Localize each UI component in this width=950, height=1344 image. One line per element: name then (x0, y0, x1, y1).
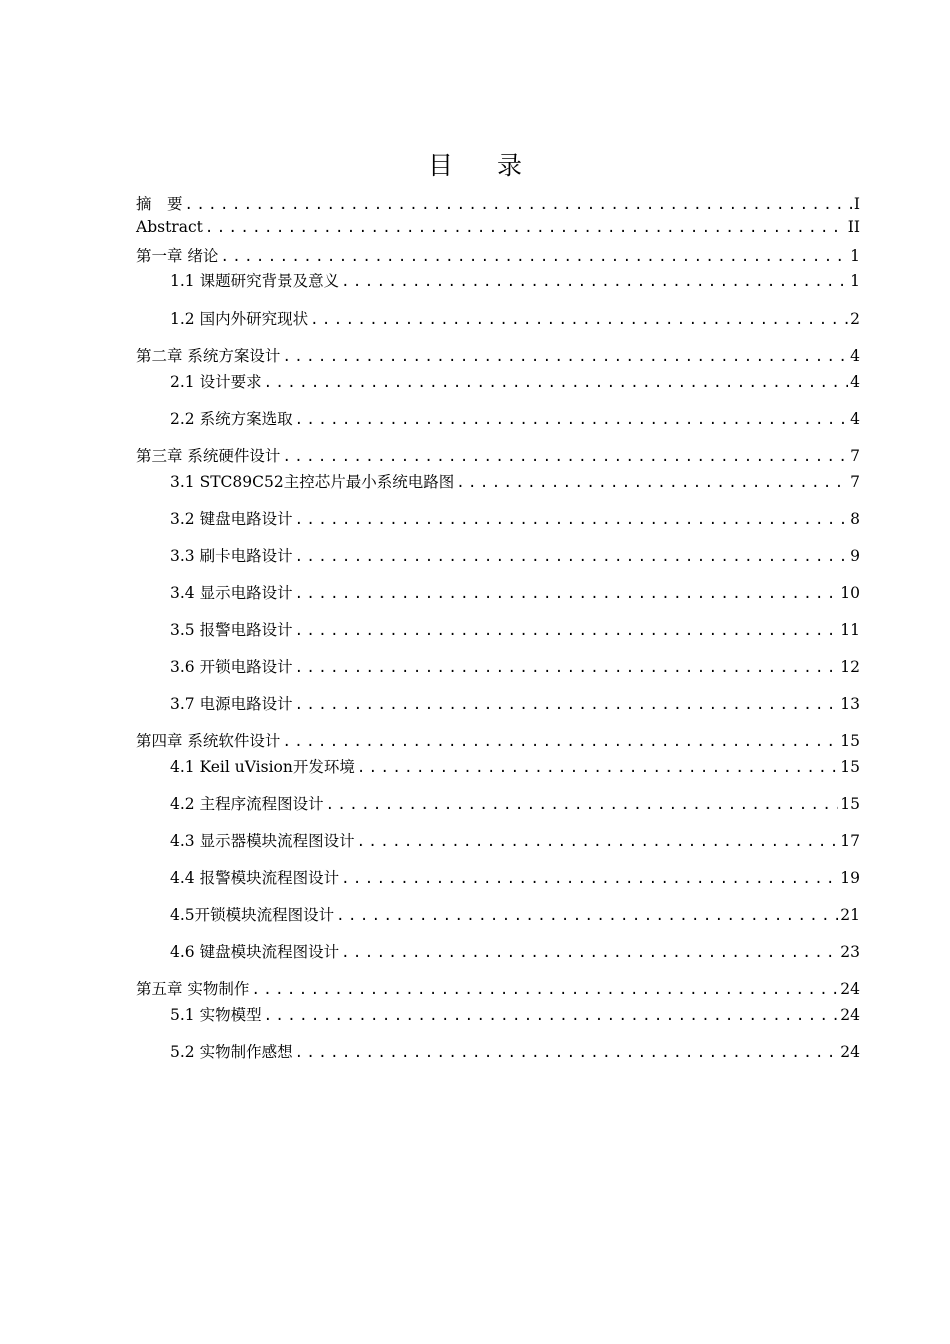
toc-entry-label: 5.1 实物模型 (170, 1006, 262, 1024)
toc-entry-label: 3.1 STC89C52主控芯片最小系统电路图 (170, 473, 455, 491)
toc-entry-page: 8 (850, 510, 860, 528)
toc-leader-dots (341, 871, 838, 887)
toc-entry-label: 2.1 设计要求 (170, 373, 262, 391)
toc-entry-page: 23 (840, 943, 860, 961)
toc-entry-3-4[interactable] (170, 581, 860, 603)
toc-entry-label: 第四章 系统软件设计 (136, 732, 281, 750)
toc-entry-page: 7 (850, 447, 860, 465)
title-char-2: 录 (497, 151, 523, 180)
toc-entry-chapter-4[interactable] (136, 729, 860, 751)
toc-leader-dots (251, 982, 838, 998)
toc-leader-dots (310, 312, 848, 328)
toc-entry-label: 4.4 报警模块流程图设计 (170, 869, 340, 887)
toc-entry-4-1[interactable] (170, 755, 860, 777)
toc-entry-label: 3.6 开锁电路设计 (170, 658, 293, 676)
toc-entry-page: 15 (840, 732, 860, 750)
toc-entry-page: 13 (840, 695, 860, 713)
toc-entry-3-5[interactable] (170, 618, 860, 640)
toc-entry-page: 4 (850, 373, 860, 391)
page-title (0, 146, 950, 182)
toc-entry-page: 7 (850, 473, 860, 491)
toc-leader-dots (295, 512, 849, 528)
toc-entry-1-1[interactable] (170, 269, 860, 291)
toc-entry-label: 3.3 刷卡电路设计 (170, 547, 293, 565)
toc-entry-3-1[interactable] (170, 470, 860, 492)
toc-entry-5-1[interactable] (170, 1003, 860, 1025)
toc-entry-page: I (853, 195, 860, 213)
toc-leader-dots (264, 1008, 839, 1024)
toc-entry-label: 4.2 主程序流程图设计 (170, 795, 324, 813)
toc-leader-dots (295, 623, 839, 639)
toc-entry-4-2[interactable] (170, 792, 860, 814)
toc-entry-5-2[interactable] (170, 1040, 860, 1062)
toc-entry-label: 3.7 电源电路设计 (170, 695, 293, 713)
toc-entry-label: 第一章 绪论 (136, 247, 219, 265)
toc-entry-label: 摘 要 (136, 195, 183, 213)
toc-entry-page: 2 (850, 310, 860, 328)
toc-entry-page: 19 (840, 869, 860, 887)
toc-entry-page: 21 (840, 906, 860, 924)
toc-entry-3-3[interactable] (170, 544, 860, 566)
title-char-1: 目 (427, 151, 453, 180)
toc-entry-page: 1 (850, 247, 860, 265)
toc-leader-dots (295, 660, 839, 676)
toc-entry-chapter-2[interactable] (136, 344, 860, 366)
toc-entry-page: 9 (850, 547, 860, 565)
toc-leader-dots (336, 908, 838, 924)
toc-entry-3-6[interactable] (170, 655, 860, 677)
toc-leader-dots (357, 834, 839, 850)
toc-entry-page: 10 (840, 584, 860, 602)
toc-entry-page: II (847, 218, 860, 236)
toc-entry-chapter-1[interactable] (136, 244, 860, 266)
toc-entry-label: 第五章 实物制作 (136, 980, 250, 998)
toc-entry-page: 24 (840, 1006, 860, 1024)
toc-entry-4-6[interactable] (170, 940, 860, 962)
toc-leader-dots (295, 586, 839, 602)
toc-leader-dots (185, 197, 852, 213)
toc-entry-3-2[interactable] (170, 507, 860, 529)
toc-entry-page: 15 (840, 758, 860, 776)
toc-entry-label: 2.2 系统方案选取 (170, 410, 293, 428)
toc-entry-3-7[interactable] (170, 692, 860, 714)
toc-entry-2-2[interactable] (170, 407, 860, 429)
toc-entry-label: 5.2 实物制作感想 (170, 1043, 293, 1061)
toc-entry-abstract-cn[interactable] (136, 192, 860, 214)
toc-leader-dots (326, 797, 839, 813)
toc-entry-abstract-en[interactable] (136, 218, 860, 240)
toc-leader-dots (341, 945, 838, 961)
toc-leader-dots (295, 412, 849, 428)
toc-leader-dots (264, 375, 849, 391)
toc-entry-page: 15 (840, 795, 860, 813)
toc-leader-dots (295, 1045, 839, 1061)
toc-entry-label: 第三章 系统硬件设计 (136, 447, 281, 465)
toc-entry-chapter-3[interactable] (136, 444, 860, 466)
toc-leader-dots (282, 449, 848, 465)
toc-leader-dots (456, 475, 848, 491)
toc-leader-dots (295, 697, 839, 713)
toc-entry-label: 4.3 显示器模块流程图设计 (170, 832, 355, 850)
toc-entry-label: 1.2 国内外研究现状 (170, 310, 309, 328)
toc-entry-label: 第二章 系统方案设计 (136, 347, 281, 365)
toc-leader-dots (220, 249, 848, 265)
toc-entry-label: 4.6 键盘模块流程图设计 (170, 943, 340, 961)
toc-leader-dots (282, 349, 848, 365)
toc-entry-chapter-5[interactable] (136, 977, 860, 999)
toc-entry-page: 24 (840, 1043, 860, 1061)
toc-entry-label: 4.1 Keil uVision开发环境 (170, 758, 355, 776)
toc-entry-label: 4.5开锁模块流程图设计 (170, 906, 335, 924)
toc-entry-page: 12 (840, 658, 860, 676)
toc-entry-label: 3.4 显示电路设计 (170, 584, 293, 602)
toc-entry-4-5[interactable] (170, 903, 860, 925)
toc-leader-dots (357, 760, 838, 776)
toc-leader-dots (295, 549, 849, 565)
toc-leader-dots (282, 734, 838, 750)
toc-entry-label: Abstract (136, 218, 203, 236)
toc-entry-label: 3.2 键盘电路设计 (170, 510, 293, 528)
toc-entry-page: 1 (850, 272, 860, 290)
toc-entry-label: 3.5 报警电路设计 (170, 621, 293, 639)
toc-entry-label: 1.1 课题研究背景及意义 (170, 272, 340, 290)
toc-entry-page: 24 (840, 980, 860, 998)
toc-entry-page: 4 (850, 410, 860, 428)
toc-entry-1-2[interactable] (170, 307, 860, 329)
toc-leader-dots (205, 220, 846, 236)
toc-entry-page: 4 (850, 347, 860, 365)
toc-entry-page: 17 (840, 832, 860, 850)
toc-entry-4-3[interactable] (170, 829, 860, 851)
toc-leader-dots (341, 274, 848, 290)
toc-entry-page: 11 (840, 621, 860, 639)
toc-entry-2-1[interactable] (170, 370, 860, 392)
toc-entry-4-4[interactable] (170, 866, 860, 888)
